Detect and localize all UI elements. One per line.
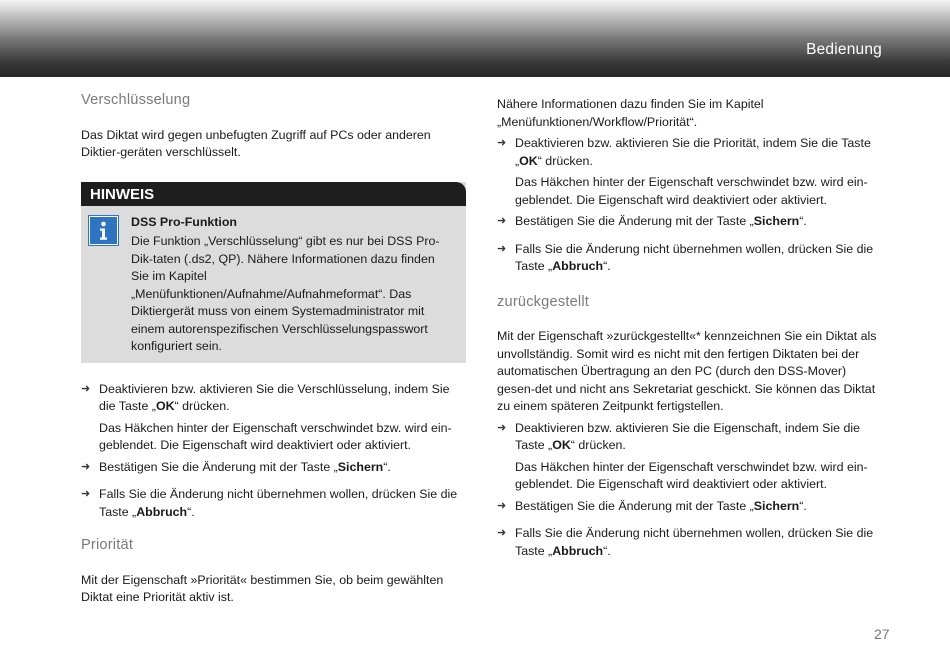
step-deactivate-deferred: ➜ Deaktivieren bzw. aktivieren Sie die Eigenschaft, indem Sie die Taste „OK“ drücken. <box>497 420 861 452</box>
heading-verschluesselung: Verschlüsselung <box>81 92 191 108</box>
info-icon <box>89 216 118 245</box>
key-abbruch: Abbruch <box>552 543 604 558</box>
step-cancel: ➜ Falls Sie die Änderung nicht übernehmen wollen, drücken Sie die Taste „Abbruch“. <box>497 526 874 558</box>
arrow-icon: ➜ <box>497 527 507 539</box>
key-ok: OK <box>155 399 175 413</box>
note-title: DSS Pro-Funktion <box>131 214 238 229</box>
arrow-icon: ➜ <box>497 137 507 149</box>
heading-zurueckgestellt: zurückgestellt <box>497 293 590 310</box>
arrow-icon: ➜ <box>497 499 507 512</box>
step-cancel: ➜ Falls Sie die Änderung nicht übernehmen wollen, drücken Sie die Taste „Abbruch“. <box>497 241 874 273</box>
key-ok: OK <box>552 438 571 452</box>
step-cancel: ➜ Falls Sie die Änderung nicht übernehmen wollen, drücken Sie die Taste „Abbruch“. <box>81 487 458 519</box>
note-text: Die Funktion „Verschlüsselung“ gibt es nur bei DSS Pro-Dik-taten (.ds2, QP). Nähere Informationen dazu finden Sie im Kapitel „Menüfunktionen/Aufnahme/Aufnahmeformat“. Das Diktiergerät muss von einem Systemadministrator mit einem autorenspezifischen Verschlüsselungspasswort konfiguriert sein. <box>131 234 440 353</box>
section-title: Bedienung <box>806 41 882 58</box>
note-box <box>81 182 466 363</box>
arrow-icon: ➜ <box>497 215 507 227</box>
arrow-icon: ➜ <box>497 242 507 255</box>
key-sichern: Sichern <box>753 498 800 513</box>
arrow-icon: ➜ <box>81 460 91 473</box>
step-deactivate-priority: ➜ Deaktivieren bzw. aktivieren Sie die Priorität, indem Sie die Taste „OK“ drücken. <box>497 136 871 168</box>
arrow-icon: ➜ <box>81 382 91 395</box>
step-detail: Das Häkchen hinter der Eigenschaft verschwindet bzw. wird ein-geblendet. Die Eigenschaft wird deaktiviert oder aktiviert. <box>99 420 452 452</box>
page-header <box>0 0 950 77</box>
key-abbruch: Abbruch <box>552 259 604 273</box>
heading-prioritaet: Priorität <box>81 537 134 553</box>
step-confirm: ➜ Bestätigen Sie die Änderung mit der Taste „Sichern“. <box>497 498 885 516</box>
arrow-icon: ➜ <box>497 421 507 434</box>
arrow-icon: ➜ <box>81 488 91 500</box>
right-column <box>497 96 885 560</box>
deferred-paragraph: Mit der Eigenschaft »zurückgestellt«* kennzeichnen Sie ein Diktat als unvollständig. Somit wird es nicht mit den fertigen Diktaten bei der automatischen Übertragung an den PC (durch den DSS-Mover) gesen-det und nicht ans Sekretariat geschickt. Sie können das Diktat zu einem späteren Zeitpunkt fertigstellen. <box>497 329 877 413</box>
key-ok: OK <box>519 153 538 168</box>
key-abbruch: Abbruch <box>136 504 188 519</box>
step-deactivate-encryption: ➜ Deaktivieren bzw. aktivieren Sie die Verschlüsselung, indem Sie die Taste „OK“ drücken. <box>81 381 450 413</box>
step-detail: Das Häkchen hinter der Eigenschaft verschwindet bzw. wird ein-geblendet. Die Eigenschaft wird deaktiviert oder aktiviert. <box>515 175 868 207</box>
note-label: HINWEIS <box>81 182 466 206</box>
left-column <box>81 92 467 607</box>
key-sichern: Sichern <box>337 459 384 474</box>
priority-more-info: Nähere Informationen dazu finden Sie im Kapitel „Menüfunktionen/Workflow/Priorität“. <box>497 97 764 129</box>
step-confirm: ➜ Bestätigen Sie die Änderung mit der Taste „Sichern“. <box>497 213 885 231</box>
key-sichern: Sichern <box>753 214 800 228</box>
intro-paragraph: Das Diktat wird gegen unbefugten Zugriff auf PCs oder anderen Diktier-geräten verschlüsselt. <box>81 127 431 159</box>
step-detail: Das Häkchen hinter der Eigenschaft verschwindet bzw. wird ein-geblendet. Die Eigenschaft wird deaktiviert oder aktiviert. <box>515 459 868 491</box>
step-confirm: ➜ Bestätigen Sie die Änderung mit der Taste „Sichern“. <box>81 459 467 477</box>
page-number: 27 <box>874 626 890 642</box>
priority-paragraph: Mit der Eigenschaft »Priorität« bestimmen Sie, ob beim gewählten Diktat eine Priorität aktiv ist. <box>81 572 444 604</box>
